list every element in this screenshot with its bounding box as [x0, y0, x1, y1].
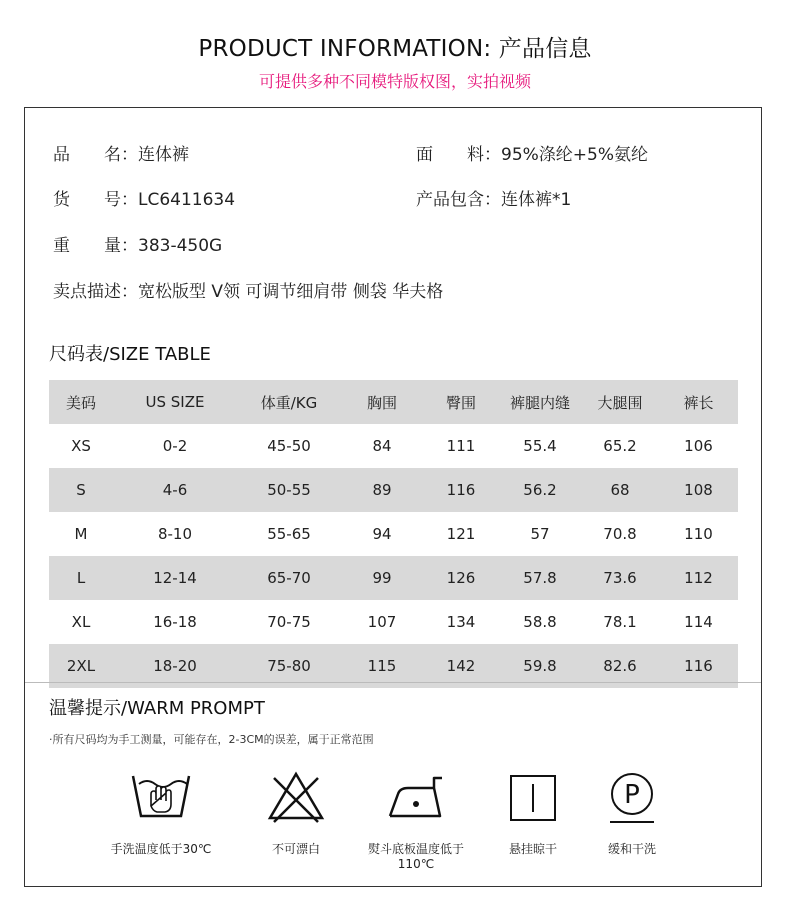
table-cell: 68	[610, 481, 630, 499]
table-cell: 12-14	[153, 569, 197, 587]
table-cell: 8-10	[157, 525, 193, 543]
size-table-title: 尺码表/SIZE TABLE	[49, 344, 211, 365]
table-cell: 65-70	[267, 569, 311, 587]
size-header-cell: 美码	[65, 393, 96, 412]
size-table	[49, 380, 738, 688]
table-cell: 82.6	[603, 657, 637, 675]
care-dry-clean	[567, 770, 697, 857]
info-includes-value: 连体裤*1	[501, 190, 572, 210]
info-sku-label: 货 号：	[53, 190, 138, 210]
care-iron-label: 熨斗底板温度低于110℃	[367, 842, 464, 871]
table-cell: 107	[367, 613, 397, 631]
table-cell: 108	[684, 481, 713, 499]
size-header-cell: US SIZE	[145, 393, 205, 411]
hand-wash-icon	[129, 770, 193, 824]
page-title: PRODUCT INFORMATION: 产品信息	[198, 36, 592, 62]
table-cell: 89	[372, 481, 392, 499]
table-cell: S	[76, 481, 86, 499]
info-fabric	[416, 140, 648, 165]
table-row	[49, 468, 738, 512]
info-features	[53, 277, 443, 302]
size-header-cell: 臀围	[445, 393, 476, 412]
table-cell: 59.8	[523, 657, 557, 675]
table-cell: 121	[446, 525, 476, 543]
table-cell: 142	[446, 657, 476, 675]
size-header-cell: 胸围	[366, 393, 397, 412]
no-bleach-icon	[264, 770, 328, 824]
table-cell: 126	[446, 569, 476, 587]
table-cell: 75-80	[267, 657, 311, 675]
size-header-cell: 裤长	[683, 393, 714, 412]
table-cell: 57.8	[523, 569, 557, 587]
table-cell: 4-6	[162, 481, 188, 499]
table-cell: L	[76, 569, 86, 587]
care-hand-wash	[96, 770, 226, 857]
measurement-note: ·所有尺码均为手工测量，可能存在，2-3CM的误差，属于正常范围	[49, 733, 374, 746]
info-sku	[53, 185, 235, 210]
table-cell: 45-50	[267, 437, 311, 455]
table-cell: M	[74, 525, 88, 543]
table-row	[49, 600, 738, 644]
info-weight-label: 重 量：	[53, 236, 138, 256]
table-cell: 50-55	[267, 481, 311, 499]
info-features-label: 卖点描述：	[53, 282, 138, 302]
table-cell: 134	[446, 613, 476, 631]
page-subtitle: 可提供多种不同模特版权图，实拍视频	[258, 72, 531, 91]
table-cell: 84	[372, 437, 392, 455]
info-sku-value: LC6411634	[138, 190, 236, 210]
table-cell: 55.4	[523, 437, 557, 455]
size-header-cell: 裤腿内缝	[509, 393, 570, 412]
iron-icon	[384, 770, 448, 824]
care-iron	[351, 770, 481, 871]
care-no-bleach	[231, 770, 361, 857]
table-cell: XL	[71, 613, 91, 631]
table-cell: 115	[367, 657, 397, 675]
size-table-header-row	[49, 380, 738, 424]
table-cell: 99	[372, 569, 392, 587]
table-cell: 16-18	[153, 613, 197, 631]
info-fabric-label: 面 料：	[416, 145, 501, 165]
table-cell: 114	[684, 613, 713, 631]
info-includes	[416, 185, 571, 210]
table-cell: 116	[684, 657, 713, 675]
dry-clean-p-icon	[600, 770, 664, 824]
care-hand-wash-label: 手洗温度低于30℃	[110, 842, 212, 856]
table-cell: XS	[71, 437, 91, 455]
care-dry-clean-label: 缓和干洗	[607, 842, 656, 856]
table-cell: 65.2	[603, 437, 637, 455]
table-cell: 94	[372, 525, 392, 543]
table-cell: 56.2	[523, 481, 557, 499]
section-divider	[25, 682, 761, 683]
table-cell: 73.6	[603, 569, 637, 587]
table-cell: 58.8	[523, 613, 557, 631]
table-cell: 116	[446, 481, 476, 499]
table-cell: 106	[684, 437, 713, 455]
size-header-cell: 大腿围	[597, 393, 643, 412]
table-row	[49, 424, 738, 468]
info-includes-label: 产品包含：	[416, 190, 501, 210]
warm-prompt-title: 温馨提示/WARM PROMPT	[49, 698, 265, 719]
table-cell: 112	[684, 569, 713, 587]
care-hang-dry-label: 悬挂晾干	[508, 842, 557, 856]
dry-clean-letter: P	[624, 780, 640, 810]
care-no-bleach-label: 不可漂白	[271, 842, 320, 856]
table-cell: 55-65	[267, 525, 311, 543]
info-name-label: 品 名：	[53, 145, 138, 165]
table-cell: 0-2	[162, 437, 188, 455]
info-fabric-value: 95%涤纶+5%氨纶	[501, 145, 648, 165]
table-cell: 70-75	[267, 613, 311, 631]
table-cell: 111	[446, 437, 476, 455]
table-cell: 18-20	[153, 657, 197, 675]
table-cell: 78.1	[603, 613, 637, 631]
table-cell: 57	[530, 525, 550, 543]
info-weight-value: 383-450G	[138, 236, 223, 256]
table-cell: 110	[684, 525, 713, 543]
info-weight	[53, 231, 222, 256]
table-cell: 2XL	[66, 657, 96, 675]
hang-dry-icon	[501, 770, 565, 824]
info-name-value: 连体裤	[138, 145, 189, 165]
table-row	[49, 512, 738, 556]
info-features-value: 宽松版型 V领 可调节细肩带 侧袋 华夫格	[138, 282, 444, 302]
table-row	[49, 556, 738, 600]
table-cell: 70.8	[603, 525, 637, 543]
info-name	[53, 140, 189, 165]
size-header-cell: 体重/KG	[260, 393, 318, 412]
